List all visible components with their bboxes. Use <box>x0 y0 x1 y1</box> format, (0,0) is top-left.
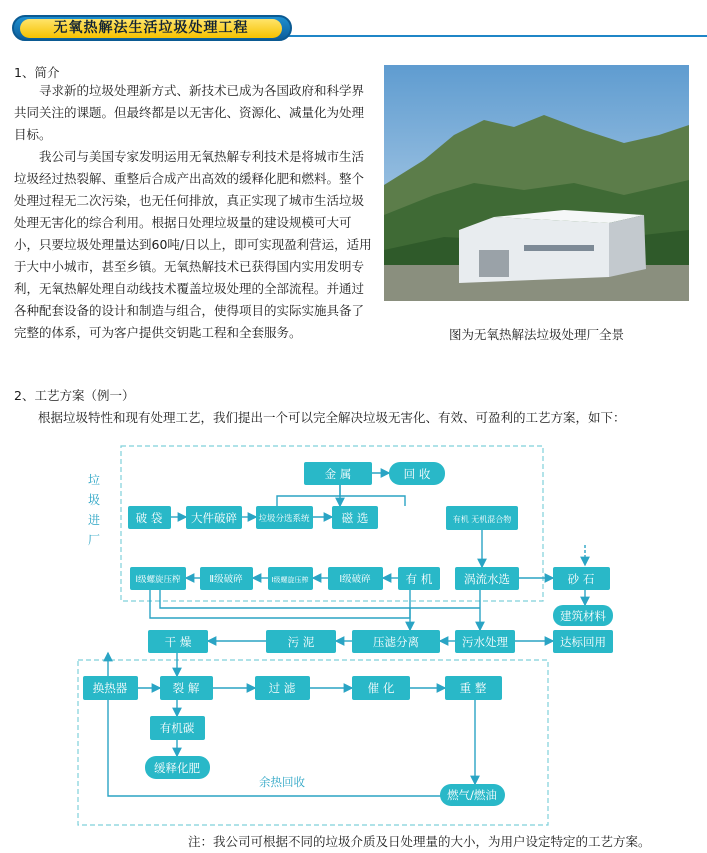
node-heat-exchanger-label: 换热器 <box>92 681 128 695</box>
header-rule <box>254 35 707 37</box>
waste-entry-char-3: 进 <box>87 513 101 527</box>
header-banner <box>4 6 304 44</box>
node-screw-press-b-label: Ⅰ级螺旋压榨 <box>271 576 309 584</box>
node-organic-carbon-label: 有机碳 <box>159 721 195 735</box>
node-recycle-label: 回 收 <box>403 467 431 481</box>
node-filtering-label: 过 滤 <box>268 681 296 695</box>
waste-entry-char-4: 厂 <box>87 533 101 547</box>
node-screw-press-a-label: Ⅰ级螺旋压榨 <box>135 575 181 585</box>
node-crushing-2-label: Ⅱ级破碎 <box>209 574 243 585</box>
footer-note: 注：我公司可根据不同的垃圾介质及日处理量的大小，为用户设定特定的工艺方案。 <box>188 834 651 849</box>
node-sorting-system-label: 垃圾分选系统 <box>258 514 310 524</box>
node-fertilizer-label: 缓释化肥 <box>154 761 200 775</box>
node-metal-label: 金 属 <box>324 467 352 481</box>
node-mixture-label: 有机 无机混合物 <box>452 515 512 524</box>
node-building-material-label: 建筑材料 <box>560 609 606 623</box>
node-gravel-label: 砂 石 <box>567 572 595 586</box>
node-wastewater-label: 污水处理 <box>462 635 508 649</box>
node-filter-press-label: 压滤分离 <box>373 635 419 649</box>
node-vortex-water-label: 涡流水选 <box>464 572 510 586</box>
node-magnetic-label: 磁 选 <box>341 511 369 525</box>
intro-paragraph-1: 寻求新的垃圾处理新方式、新技术已成为各国政府和科学界共同关注的课题。但最终都是以无害化、资源化、减量化为处理目标。 <box>14 83 365 142</box>
node-catalysis-label: 催 化 <box>367 681 395 695</box>
node-bulky-crushing-label: 大件破碎 <box>191 511 237 525</box>
photo-caption: 图为无氧热解法垃圾处理厂全景 <box>448 327 624 342</box>
plant-photo <box>384 65 689 301</box>
waste-entry-char-2: 圾 <box>87 493 101 507</box>
page-title: 无氧热解法生活垃圾处理工程 <box>53 20 249 36</box>
node-reforming-label: 重 整 <box>459 681 487 695</box>
intro-paragraph-2: 我公司与美国专家发明运用无氧热解专利技术是将城市生活垃圾经过热裂解、重整后合成产出高效的缓释化肥和燃料。整个处理过程无二次污染，也无任何排放，真正实现了城市生活垃圾处理无害化的综合利用。根据日处理垃圾量的建设规模可大可小，只要垃圾处理量达到60吨/日以上，即可实现盈利营运，适用于大中小城市，甚至乡镇。无氧热解技术已获得国内实用发明专利，无氧热解处理自动线技术覆盖垃圾处理的全部流程。并通过各种配套设备的设计和制造与组合，使得项目的实际实施具备了完整的体系，可为客户提供交钥匙工程和全套服务。 <box>14 149 372 340</box>
node-organic-label: 有 机 <box>405 572 433 586</box>
process-heading: 2、工艺方案（例一） <box>14 388 135 403</box>
node-drying-label: 干 燥 <box>164 635 192 649</box>
intro-heading: 1、简介 <box>14 65 60 80</box>
node-crushing-1-label: Ⅰ级破碎 <box>339 574 371 585</box>
node-reuse-label: 达标回用 <box>560 635 606 649</box>
process-description: 根据垃圾特性和现有处理工艺，我们提出一个可以完全解决垃圾无害化、有效、可盈利的工艺方案，如下： <box>38 410 626 425</box>
node-cracking-label: 裂 解 <box>172 681 200 695</box>
process-flow-diagram <box>0 440 707 830</box>
node-fuel-label: 燃气/燃油 <box>447 788 497 802</box>
heat-recovery-label: 余热回收 <box>259 775 305 789</box>
intro-text <box>14 80 376 344</box>
node-bag-breaking-label: 破 袋 <box>135 511 163 525</box>
waste-entry-char-1: 垃 <box>87 473 101 487</box>
node-sludge-label: 污 泥 <box>287 635 315 649</box>
